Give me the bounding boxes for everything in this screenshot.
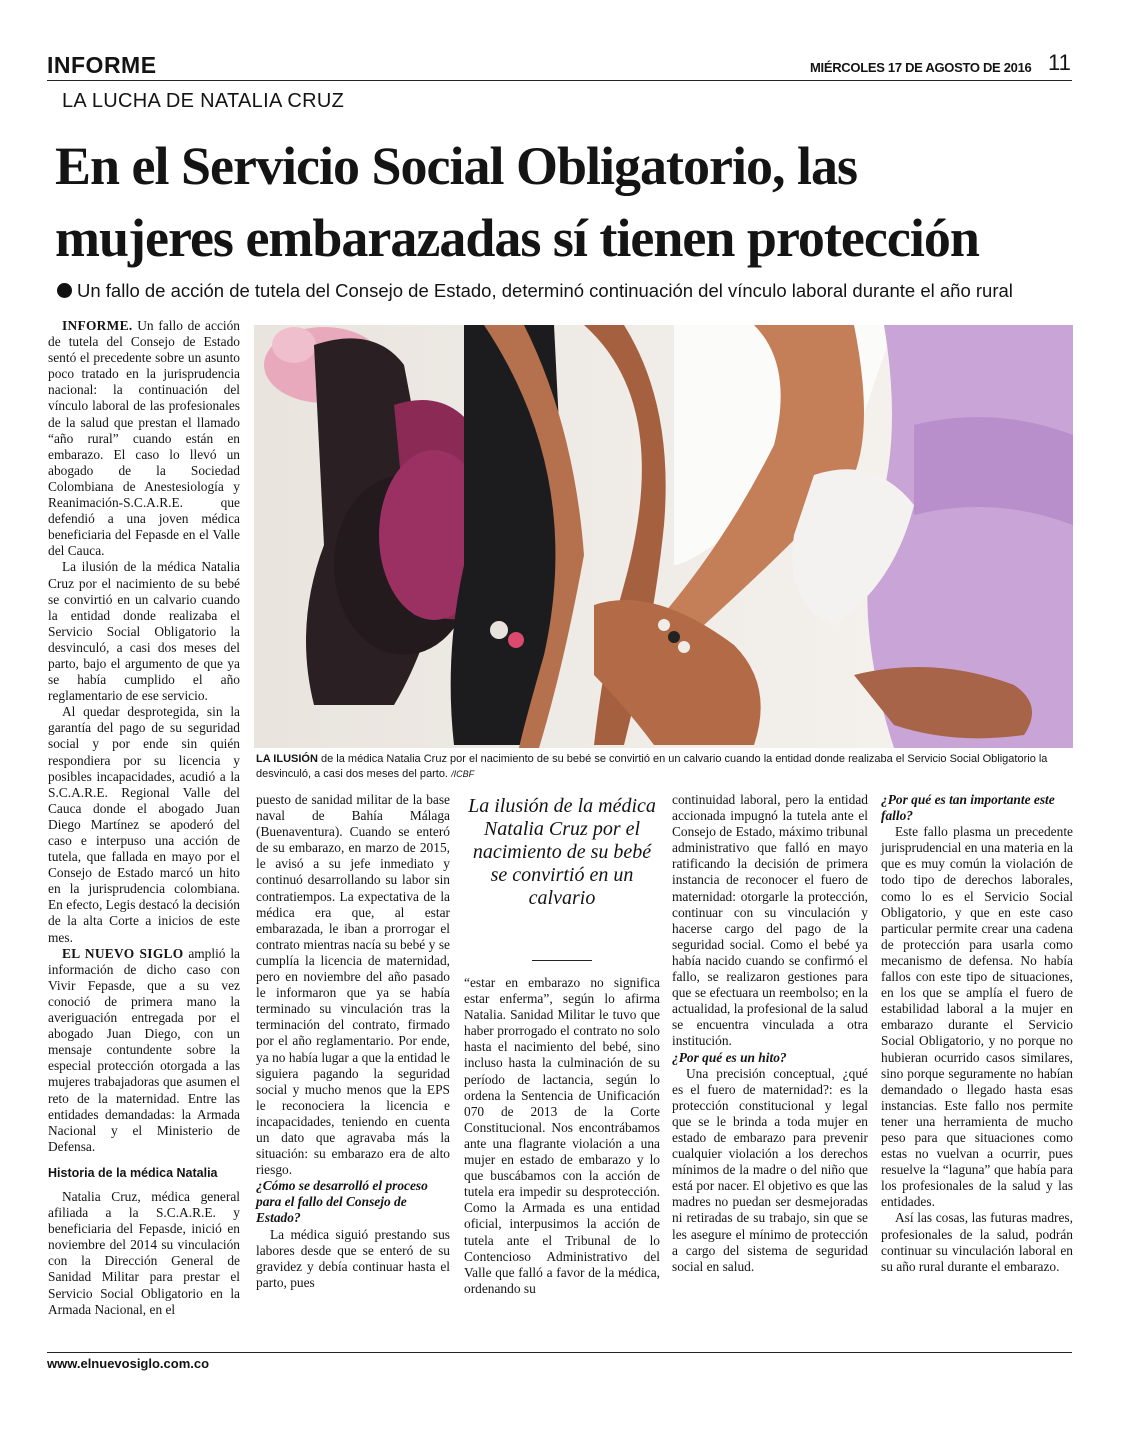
bullet-icon	[57, 283, 72, 298]
article-photo	[254, 325, 1073, 748]
pregnant-women-photo	[254, 325, 1073, 748]
col5-para-1: Este fallo plasma un precedente jurisprudencial en una materia en la que es muy común la violación de todo tipo de derechos laborales, como lo es el Servicio Social Obligatorio, y que en este caso particular permite crear una cadena de protección para usarla como mecanismo de defensa. No había fallos con este tipo de situaciones, en los que se amplía el fuero de estabilidad laboral a la mujer en embarazo durante el Servicio Social Obligatorio, y no porque no hubieran ocurrido casos similares, sino porque seguramente no habían demandado o llegado hasta esas instancias. Este fallo nos permite tener una herramienta de mucho peso para que situaciones como estas no vuelvan a ocurrir, pues resuelve la “laguna” que había para los profesionales de la salud y las entidades.	[881, 824, 1073, 1210]
col2-para-2: La médica siguió prestando sus labores desde que se enteró de su gravidez y debía continuar hasta el parto, pues	[256, 1226, 450, 1290]
page-number: 11	[1048, 50, 1071, 75]
photo-credit: /ICBF	[451, 769, 475, 779]
lead-dateline: INFORME.	[62, 318, 133, 333]
deck-text: Un fallo de acción de tutela del Consejo de Estado, determinó continuación del vínculo laboral durante el año rural	[77, 280, 1013, 301]
newspaper-name: EL NUEVO SIGLO	[62, 945, 184, 961]
article-column-2	[256, 792, 450, 1291]
pull-quote-rule	[532, 960, 592, 961]
kicker: LA LUCHA DE NATALIA CRUZ	[62, 90, 345, 112]
col4-question: ¿Por qué es un hito?	[672, 1049, 787, 1065]
caption-label: LA ILUSIÓN	[256, 753, 318, 765]
col1-para-2: La ilusión de la médica Natalia Cruz por el nacimiento de su bebé se convirtió en un calvario cuando la entidad donde realizaba el Servicio Social Obligatorio la desvinculó, a casi dos meses del parto, bajo el argumento de que ya se había cumplido el año reglamentario de ese servicio.	[48, 559, 240, 704]
article-column-4	[672, 792, 868, 1275]
article-column-1	[48, 318, 240, 1318]
col2-question: ¿Cómo se desarrolló el proceso para el fallo del Consejo de Estado?	[256, 1178, 428, 1226]
col4-para-2: Una precisión conceptual, ¿qué es el fuero de maternidad?: es la protección constitucional y legal que se le brinda a toda mujer en estado de embarazo para prevenir cualquier violación a los derechos mínimos de la madre o del niño que está por nacer. El objetivo es que las madres no puedan ser desmejoradas ni retiradas de su trabajo, sin que se les asegure el mínimo de protección a cargo del sistema de seguridad social en salud.	[672, 1065, 868, 1274]
col1-para-3: Al quedar desprotegida, sin la garantía del pago de su seguridad social y por ende sin quién respondiera por su licencia y posibles incapacidades, acudió a la S.C.A.R.E. Regional Valle del Cauca donde el abogado Juan Diego Martínez se apoderó del caso e interpuso una acción de tutela, que fallada en mayo por el Consejo de Estado marcó un hito en la jurisprudencia colombiana. En efecto, Legis destacó la decisión de la alta Corte a inicios de este mes.	[48, 704, 240, 945]
header-rule	[47, 80, 1072, 81]
section-label: INFORME	[47, 52, 157, 78]
issue-date: MIÉRCOLES 17 DE AGOSTO DE 2016	[810, 60, 1032, 75]
col4-para-1: continuidad laboral, pero la entidad accionada impugnó la tutela ante el Consejo de Estado, máximo tribunal administrativo que falló en mayo ratificando la decisión de primera instancia de reconocer el fuero de maternidad: otorgarle la protección, continuar con su vinculación y hacerse cargo del pago de la seguridad social. Como el bebé ya había nacido cuando se confirmó el fallo, se realizaron gestiones para que se efectuara un reembolso; en la actualidad, la profesional de la salud se encuentra vinculada a otra institución.	[672, 792, 868, 1049]
col1-para-5: Natalia Cruz, médica general afiliada a la S.C.A.R.E. y beneficiaria del Fepasde, inició en noviembre del 2014 su vinculación con la Dirección General de Sanidad Militar para prestar el Servicio Social Obligatorio en la Armada Nacional, en el	[48, 1188, 240, 1317]
col1-para-4: amplió la información de dicho caso con Vivir Fepasde, que a su vez conoció de primera mano la averiguación entregada por el abogado Juan Diego, con un mensaje contundente sobre la especial protección otorgada a las mujeres trabajadoras que asumen el reto de la maternidad. Entre las entidades demandadas: la Armada Nacional y el Ministerio de Defensa.	[48, 945, 240, 1154]
footer-rule	[47, 1352, 1072, 1353]
col5-question: ¿Por qué es tan importante este fallo?	[881, 792, 1055, 824]
col1-subhead: Historia de la médica Natalia	[48, 1165, 218, 1180]
article-column-5	[881, 792, 1073, 1275]
col1-para-1: Un fallo de acción de tutela del Consejo de Estado sentó el precedente sobre un asunto poco tratado en la jurisprudencia nacional: la continuación del vínculo laboral de las profesionales de la salud que prestan el llamado “año rural” cuando están en embarazo. El caso lo llevó un abogado de la Sociedad Colombiana de Anestesiología y Reanimación-S.C.A.R.E. que defendió a una joven médica beneficiaria del Fepasde en el Valle del Cauca.	[48, 318, 240, 559]
col2-para-1: puesto de sanidad militar de la base naval de Bahía Málaga (Buenaventura). Cuando se enteró de su embarazo, en marzo de 2015, le avisó a su jefe inmediato y continuó desarrollando su labor sin contratiempos. La expectativa de la médica era que, al estar embarazada, le iban a prorrogar el contrato mientras nacía su bebé y se cumplía la licencia de maternidad, pero en noviembre del año pasado le informaron que ya se había terminado su vinculación tras la terminación del contrato, firmado por el año reglamentario. Por ende, ya no había lugar a que la entidad le siguiera pagando la seguridad social y mucho menos que la EPS le reconociera la licencia e incapacidades, teniendo en cuenta un dato que agravaba más la situación: su embarazo era de alto riesgo.	[256, 792, 450, 1178]
article-column-3	[464, 975, 660, 1297]
caption-text: de la médica Natalia Cruz por el nacimiento de su bebé se convirtió en un calvario cuando la entidad donde realizaba el Servicio Social Obligatorio la desvinculó, a casi dos meses del parto.	[256, 753, 1048, 780]
headline-line-1: En el Servicio Social Obligatorio, las	[55, 136, 857, 196]
col3-para-1: “estar en embarazo no significa estar enferma”, según lo afirma Natalia. Sanidad Militar le tuvo que haber prorrogado el contrato no solo hasta el nacimiento del bebé, sino incluso hasta la culminación de su período de lactancia, según lo ordena la Sentencia de Unificación 070 de 2013 de la Corte Constitucional. Nos encontrábamos ante una flagrante violación a una mujer en estado de embarazo y lo que buscábamos con la acción de tutela era impedir su desprotección. Como la Armada es una entidad oficial, interpusimos la acción de tutela ante el Tribunal de lo Contencioso Administrativo del Valle que falló a favor de la médica, ordenando su	[464, 975, 660, 1296]
col5-para-2: Así las cosas, las futuras madres, profesionales de la salud, podrán continuar su vinculación laboral en su año rural durante el embarazo.	[881, 1210, 1073, 1274]
deck	[57, 280, 1077, 302]
pull-quote: La ilusión de la médica Natalia Cruz por el nacimiento de su bebé se convirtió en un calvario	[468, 795, 656, 909]
headline-line-2: mujeres embarazadas sí tienen protección	[55, 208, 979, 268]
photo-caption	[256, 752, 1071, 782]
headline	[55, 130, 1085, 274]
footer-url[interactable]: www.elnuevosiglo.com.co	[47, 1356, 210, 1371]
